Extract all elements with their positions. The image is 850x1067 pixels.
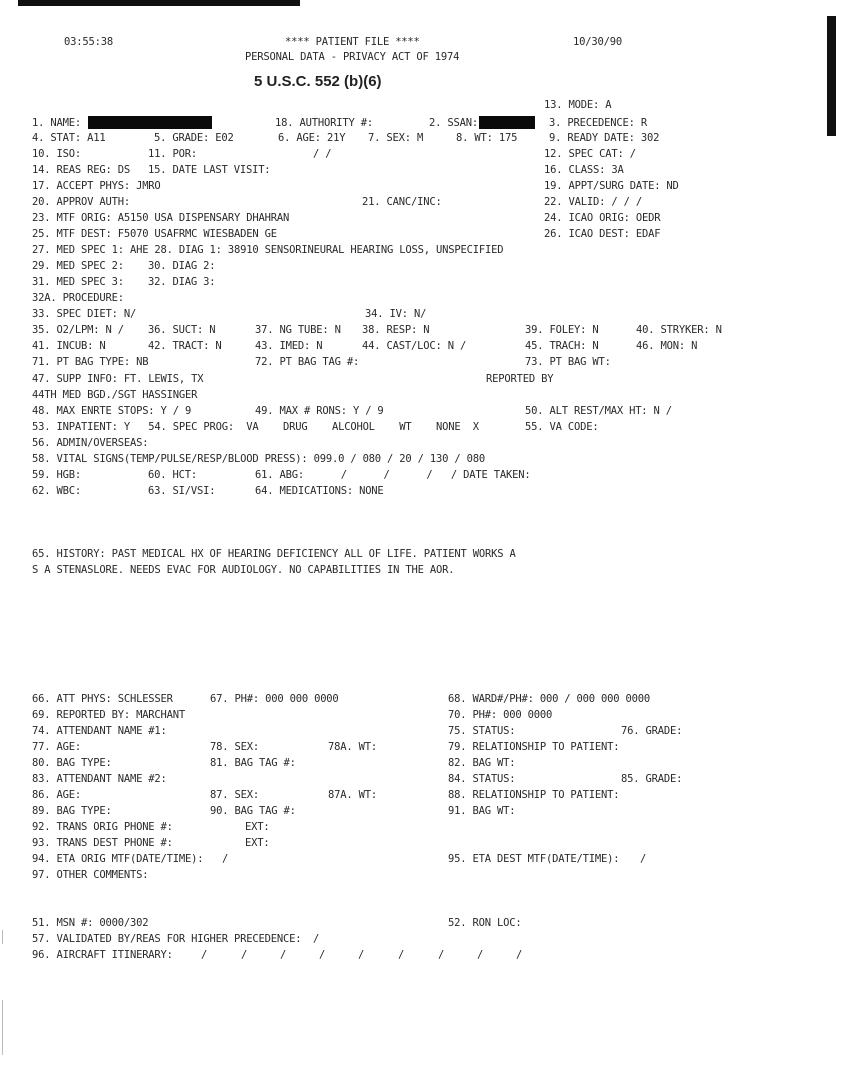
field-attendant-1-grade: 76. GRADE: — [621, 725, 683, 737]
field-accept-phys: 17. ACCEPT PHYS: JMRO — [32, 180, 161, 192]
field-pt-bag-tag: 72. PT BAG TAG #: — [255, 356, 360, 368]
field-class: 16. CLASS: 3A — [544, 164, 624, 176]
field-attendant-2-wt: 87A. WT: — [328, 789, 377, 801]
field-attendant-2-sex: 87. SEX: — [210, 789, 259, 801]
field-attendant-2-bag-type: 89. BAG TYPE: — [32, 805, 112, 817]
field-precedence: 3. PRECEDENCE: R — [549, 117, 647, 129]
field-wt: 8. WT: 175 — [456, 132, 518, 144]
field-attendant-1-relationship: 79. RELATIONSHIP TO PATIENT: — [448, 741, 620, 753]
field-valid: 22. VALID: / / / — [544, 196, 642, 208]
field-age: 6. AGE: 21Y — [278, 132, 346, 144]
itinerary-slash: / — [358, 949, 365, 961]
field-attendant-2-bag-wt: 91. BAG WT: — [448, 805, 516, 817]
field-iv: 34. IV: N/ — [365, 308, 427, 320]
print-time: 03:55:38 — [64, 36, 113, 48]
field-hct: 60. HCT: — [148, 469, 197, 481]
field-attendant-1-bag-tag: 81. BAG TAG #: — [210, 757, 296, 769]
field-vital-signs: 58. VITAL SIGNS(TEMP/PULSE/RESP/BLOOD PRESS): 099.0 / 080 / 20 / 130 / 080 — [32, 453, 485, 465]
field-ron-loc: 52. RON LOC: — [448, 917, 522, 929]
print-date: 10/30/90 — [573, 36, 622, 48]
field-diag-3: 32. DIAG 3: — [148, 276, 216, 288]
field-supp-info: 47. SUPP INFO: FT. LEWIS, TX — [32, 373, 204, 385]
field-msn: 51. MSN #: 0000/302 — [32, 917, 149, 929]
itinerary-slash: / — [438, 949, 445, 961]
field-reas-reg: 14. REAS REG: DS — [32, 164, 130, 176]
field-cast-loc: 44. CAST/LOC: N / — [362, 340, 467, 352]
field-med-spec-1: 27. MED SPEC 1: AHE 28. DIAG 1: 38910 SENSORINEURAL HEARING LOSS, UNSPECIFIED — [32, 244, 504, 256]
field-history: 65. HISTORY: PAST MEDICAL HX OF HEARING DEFICIENCY ALL OF LIFE. PATIENT WORKS A — [32, 548, 516, 560]
field-med-spec-3: 31. MED SPEC 3: — [32, 276, 124, 288]
field-att-phys-phone: 67. PH#: 000 000 0000 — [210, 693, 339, 705]
scan-edge-mark — [2, 1000, 3, 1055]
field-mtf-dest: 25. MTF DEST: F5070 USAFRMC WIESBADEN GE — [32, 228, 277, 240]
field-trans-dest-phone: 93. TRANS DEST PHONE #: — [32, 837, 173, 849]
field-med-spec-2: 29. MED SPEC 2: — [32, 260, 124, 272]
field-supp-info-cont: 44TH MED BGD./SGT HASSINGER — [32, 389, 198, 401]
field-validated-by-slash: / — [313, 933, 320, 945]
itinerary-slash: / — [241, 949, 248, 961]
field-validated-by: 57. VALIDATED BY/REAS FOR HIGHER PRECEDENCE: — [32, 933, 302, 945]
field-iso: 10. ISO: — [32, 148, 81, 160]
field-suct: 36. SUCT: N — [148, 324, 216, 336]
privacy-subtitle: PERSONAL DATA - PRIVACY ACT OF 1974 — [245, 51, 460, 63]
scan-edge-mark — [2, 930, 3, 944]
field-icao-dest: 26. ICAO DEST: EDAF — [544, 228, 661, 240]
redaction-name — [88, 116, 212, 129]
header-rule — [18, 0, 300, 6]
field-tract: 42. TRACT: N — [148, 340, 222, 352]
field-attendant-2-age: 86. AGE: — [32, 789, 81, 801]
field-approv-auth: 20. APPROV AUTH: — [32, 196, 130, 208]
field-aircraft-itinerary: 96. AIRCRAFT ITINERARY: — [32, 949, 173, 961]
field-eta-orig: 94. ETA ORIG MTF(DATE/TIME): — [32, 853, 204, 865]
field-eta-orig-slash: / — [222, 853, 229, 865]
field-sex: 7. SEX: M — [368, 132, 424, 144]
field-grade: 5. GRADE: E02 — [154, 132, 234, 144]
field-stryker: 40. STRYKER: N — [636, 324, 722, 336]
field-attendant-1-name: 74. ATTENDANT NAME #1: — [32, 725, 167, 737]
field-trans-orig-phone: 92. TRANS ORIG PHONE #: — [32, 821, 173, 833]
field-attendant-2-status: 84. STATUS: — [448, 773, 516, 785]
field-att-phys: 66. ATT PHYS: SCHLESSER — [32, 693, 173, 705]
itinerary-slash: / — [516, 949, 523, 961]
field-max-enrte-stops: 48. MAX ENRTE STOPS: Y / 9 — [32, 405, 192, 417]
itinerary-slash: / — [201, 949, 208, 961]
field-history-cont: S A STENASLORE. NEEDS EVAC FOR AUDIOLOGY. NO CAPABILITIES IN THE AOR. — [32, 564, 455, 576]
field-eta-dest: 95. ETA DEST MTF(DATE/TIME): — [448, 853, 620, 865]
field-reported-by-label: REPORTED BY — [486, 373, 554, 385]
field-imed: 43. IMED: N — [255, 340, 323, 352]
field-attendant-2-grade: 85. GRADE: — [621, 773, 683, 785]
itinerary-slash: / — [398, 949, 405, 961]
field-reported-by-phone: 70. PH#: 000 0000 — [448, 709, 553, 721]
margin-mark — [827, 16, 836, 136]
field-medications: 64. MEDICATIONS: NONE — [255, 485, 384, 497]
field-appt-date: 19. APPT/SURG DATE: ND — [544, 180, 679, 192]
field-abg: 61. ABG: / / / / DATE TAKEN: — [255, 469, 531, 481]
field-admin-overseas: 56. ADMIN/OVERSEAS: — [32, 437, 149, 449]
field-last-visit: 15. DATE LAST VISIT: — [148, 164, 271, 176]
field-attendant-1-wt: 78A. WT: — [328, 741, 377, 753]
field-alt-rest: 50. ALT REST/MAX HT: N / — [525, 405, 672, 417]
field-attendant-1-age: 77. AGE: — [32, 741, 81, 753]
field-eta-dest-slash: / — [640, 853, 647, 865]
field-pt-bag-type: 71. PT BAG TYPE: NB — [32, 356, 149, 368]
field-trach: 45. TRACH: N — [525, 340, 599, 352]
field-spec-diet: 33. SPEC DIET: N/ — [32, 308, 137, 320]
field-o2: 35. O2/LPM: N / — [32, 324, 124, 336]
field-ready-date: 9. READY DATE: 302 — [549, 132, 660, 144]
field-trans-dest-ext: EXT: — [245, 837, 270, 849]
field-inpatient-spec-prog: 53. INPATIENT: Y 54. SPEC PROG: VA DRUG ALCOHOL WT NONE X — [32, 421, 479, 433]
field-attendant-2-relationship: 88. RELATIONSHIP TO PATIENT: — [448, 789, 620, 801]
field-por: 11. POR: — [148, 148, 197, 160]
field-attendant-1-bag-type: 80. BAG TYPE: — [32, 757, 112, 769]
field-authority: 18. AUTHORITY #: — [275, 117, 373, 129]
field-attendant-1-status: 75. STATUS: — [448, 725, 516, 737]
field-pt-bag-wt: 73. PT BAG WT: — [525, 356, 611, 368]
redaction-ssan — [479, 116, 535, 129]
field-canc-inc: 21. CANC/INC: — [362, 196, 442, 208]
field-hgb: 59. HGB: — [32, 469, 81, 481]
itinerary-slash: / — [477, 949, 484, 961]
field-attendant-2-bag-tag: 90. BAG TAG #: — [210, 805, 296, 817]
field-mon: 46. MON: N — [636, 340, 698, 352]
field-ng-tube: 37. NG TUBE: N — [255, 324, 341, 336]
field-name: 1. NAME: — [32, 117, 81, 129]
field-mode: 13. MODE: A — [544, 99, 612, 111]
field-attendant-1-sex: 78. SEX: — [210, 741, 259, 753]
field-other-comments: 97. OTHER COMMENTS: — [32, 869, 149, 881]
field-wbc: 62. WBC: — [32, 485, 81, 497]
itinerary-slash: / — [280, 949, 287, 961]
field-reported-by: 69. REPORTED BY: MARCHANT — [32, 709, 186, 721]
field-diag-2: 30. DIAG 2: — [148, 260, 216, 272]
privacy-stamp: 5 U.S.C. 552 (b)(6) — [254, 73, 382, 90]
field-por-date: / / — [313, 148, 332, 160]
field-attendant-2-name: 83. ATTENDANT NAME #2: — [32, 773, 167, 785]
field-icao-orig: 24. ICAO ORIG: OEDR — [544, 212, 661, 224]
field-ssan: 2. SSAN: — [429, 117, 478, 129]
field-foley: 39. FOLEY: N — [525, 324, 599, 336]
field-max-rons: 49. MAX # RONS: Y / 9 — [255, 405, 384, 417]
field-ward-phone: 68. WARD#/PH#: 000 / 000 000 0000 — [448, 693, 651, 705]
field-mtf-orig: 23. MTF ORIG: A5150 USA DISPENSARY DHAHRAN — [32, 212, 290, 224]
field-spec-cat: 12. SPEC CAT: / — [544, 148, 636, 160]
field-si-vsi: 63. SI/VSI: — [148, 485, 216, 497]
file-title: **** PATIENT FILE **** — [285, 36, 420, 48]
field-incub: 41. INCUB: N — [32, 340, 106, 352]
field-trans-orig-ext: EXT: — [245, 821, 270, 833]
field-stat: 4. STAT: A11 — [32, 132, 106, 144]
field-va-code: 55. VA CODE: — [525, 421, 599, 433]
itinerary-slash: / — [319, 949, 326, 961]
field-resp: 38. RESP: N — [362, 324, 430, 336]
field-attendant-1-bag-wt: 82. BAG WT: — [448, 757, 516, 769]
field-procedure: 32A. PROCEDURE: — [32, 292, 124, 304]
